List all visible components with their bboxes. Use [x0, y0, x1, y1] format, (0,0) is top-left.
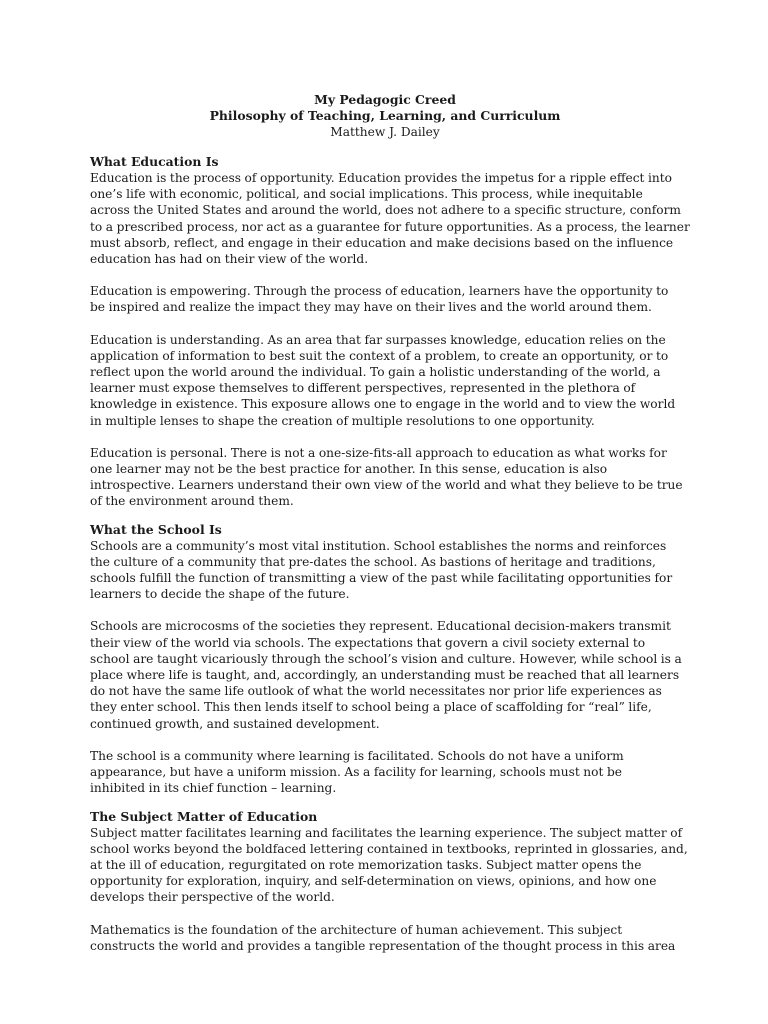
- text-line: across the United States and around the world, does not adhere to a specific structure, conform: [90, 203, 681, 218]
- text-line: application of information to best suit the context of a problem, to create an opportunity, or to: [90, 348, 669, 363]
- paragraph: [90, 283, 680, 315]
- text-line: learners to decide the shape of the future.: [90, 587, 350, 602]
- paragraph: [90, 170, 690, 267]
- text-line: learner must expose themselves to different perspectives, represented in the plethora of: [90, 381, 636, 396]
- paragraph: [90, 748, 680, 797]
- section: [90, 522, 680, 797]
- text-line: one’s life with economic, political, and social implications. This process, while inequitable: [90, 187, 643, 202]
- document-header: [90, 92, 680, 140]
- section: [90, 154, 690, 510]
- text-line: must absorb, reflect, and engage in their education and make decisions based on the influence: [90, 235, 674, 250]
- text-line: The school is a community where learning is facilitated. Schools do not have a uniform: [90, 748, 624, 763]
- text-line: education has had on their view of the world.: [90, 252, 369, 267]
- text-line: inhibited in its chief function – learning.: [90, 781, 337, 796]
- section-heading: What Education Is: [90, 154, 219, 169]
- section-heading: The Subject Matter of Education: [90, 808, 318, 824]
- paragraph: [90, 825, 688, 906]
- text-line: opportunity for exploration, inquiry, and self-determination on views, opinions, and how one: [90, 874, 657, 889]
- text-line: Education is understanding. As an area that far surpasses knowledge, education relies on the: [90, 332, 666, 347]
- text-line: be inspired and realize the impact they may have on their lives and the world around them.: [90, 300, 652, 315]
- paragraph: [90, 445, 683, 510]
- document-title: My Pedagogic Creed: [314, 92, 456, 107]
- text-line: continued growth, and sustained development.: [90, 716, 380, 731]
- text-line: Education is personal. There is not a one-size-fits-all approach to education as what works for: [90, 445, 667, 460]
- text-line: Subject matter facilitates learning and facilitates the learning experience. The subject matter of: [90, 825, 683, 840]
- document-body: [90, 154, 690, 954]
- text-line: one learner may not be the best practice for another. In this sense, education is also: [90, 462, 608, 477]
- text-line: school works beyond the boldfaced lettering contained in textbooks, reprinted in glossaries, and,: [90, 841, 688, 856]
- text-line: the culture of a community that pre-dates the school. As bastions of heritage and traditions,: [90, 554, 656, 569]
- text-line: appearance, but have a uniform mission. As a facility for learning, schools must not be: [90, 765, 622, 780]
- text-line: schools fulfill the function of transmitting a view of the past while facilitating opportunities for: [90, 571, 673, 586]
- text-line: of the environment around them.: [90, 494, 294, 509]
- text-line: develops their perspective of the world.: [90, 890, 335, 905]
- text-line: place where life is taught, and, accordingly, an understanding must be reached that all learners: [90, 668, 680, 683]
- section: [90, 808, 688, 954]
- text-line: knowledge in existence. This exposure allows one to engage in the world and to view the world: [90, 397, 676, 412]
- text-line: Education is empowering. Through the process of education, learners have the opportunity to: [90, 284, 669, 299]
- text-line: at the ill of education, regurgitated on rote memorization tasks. Subject matter opens the: [90, 857, 642, 872]
- text-line: constructs the world and provides a tangible representation of the thought process in this area: [90, 938, 676, 953]
- paragraph: [90, 538, 680, 603]
- text-line: Schools are a community’s most vital institution. School establishes the norms and reinforces: [90, 538, 667, 553]
- text-line: Education is the process of opportunity. Education provides the impetus for a ripple effect into: [90, 171, 673, 185]
- text-line: Schools are microcosms of the societies they represent. Educational decision-makers transmit: [90, 619, 671, 634]
- text-line: school are taught vicariously through the school’s vision and culture. However, while school is a: [90, 651, 682, 666]
- text-line: their view of the world via schools. The expectations that govern a civil society external to: [90, 635, 646, 650]
- text-line: reflect upon the world around the individual. To gain a holistic understanding of the world, a: [90, 365, 661, 380]
- text-line: Mathematics is the foundation of the architecture of human achievement. This subject: [90, 922, 623, 937]
- document-page: [90, 92, 690, 966]
- text-line: do not have the same life outlook of what the world necessitates nor prior life experiences as: [90, 684, 662, 699]
- paragraph: [90, 332, 680, 429]
- text-line: introspective. Learners understand their own view of the world and what they believe to be true: [90, 478, 683, 493]
- text-line: they enter school. This then lends itself to school being a place of scaffolding for “real” life,: [90, 700, 652, 715]
- text-line: in multiple lenses to shape the creation of multiple resolutions to one opportunity.: [90, 413, 595, 428]
- paragraph: [90, 618, 680, 731]
- document-author: Matthew J. Dailey: [330, 125, 440, 139]
- section-heading: What the School Is: [90, 521, 222, 537]
- paragraph: [90, 922, 680, 954]
- document-subtitle: Philosophy of Teaching, Learning, and Curriculum: [209, 108, 561, 123]
- text-line: to a prescribed process, nor act as a guarantee for future opportunities. As a process, the learner: [90, 219, 690, 234]
